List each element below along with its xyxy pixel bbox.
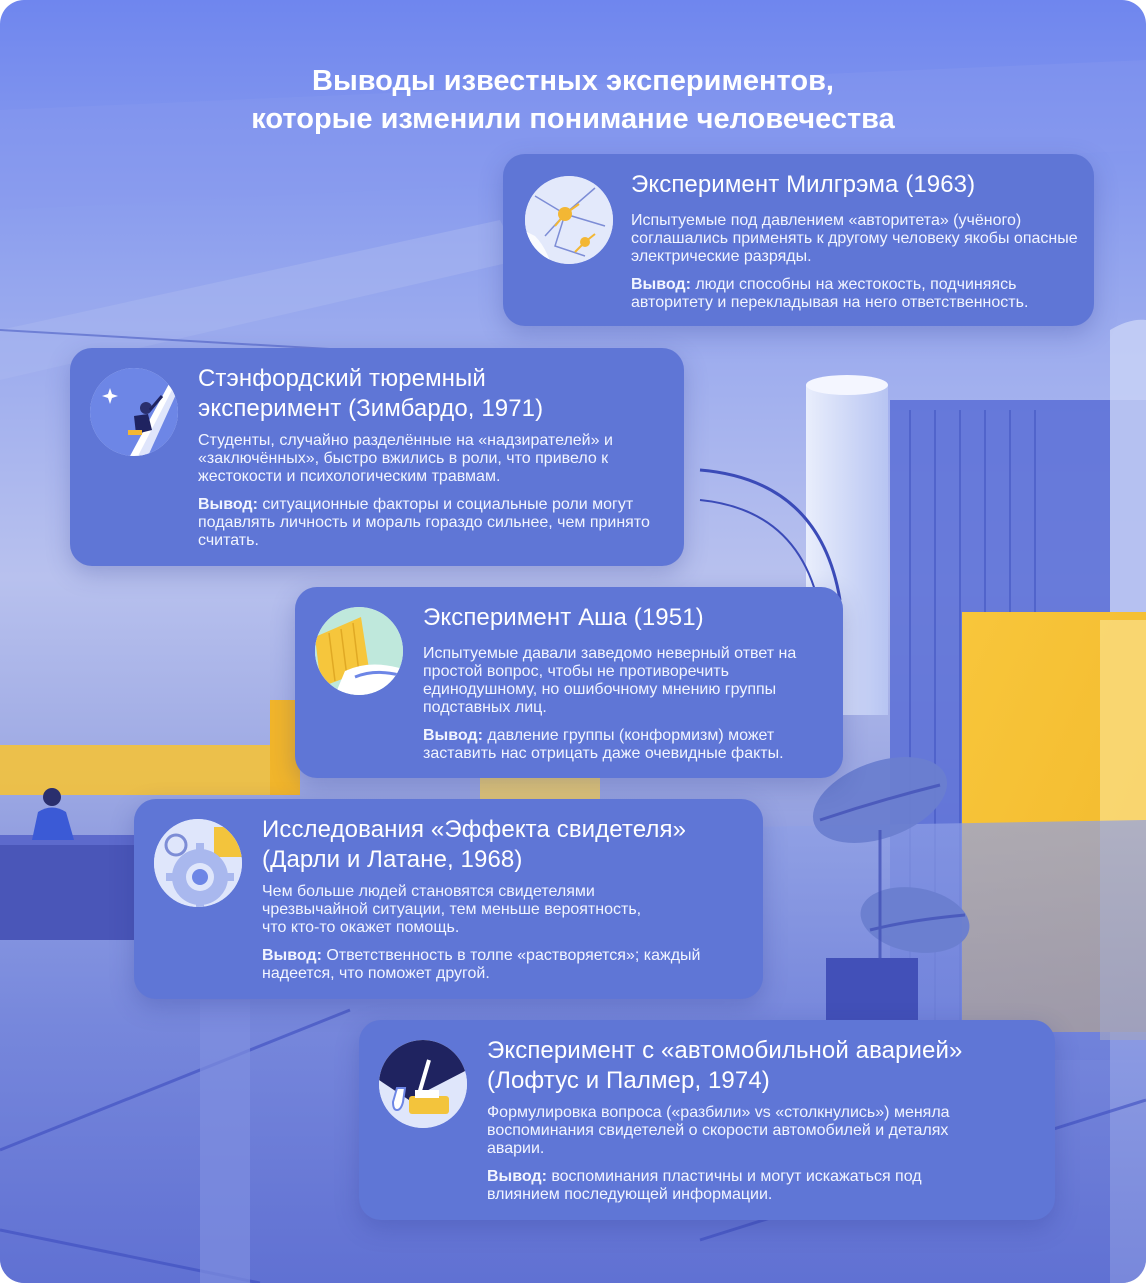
card-title: Эксперимент с «автомобильной аварией» (Лофтус и Палмер, 1974) [487,1037,963,1094]
lab-experiment-icon [379,1040,467,1128]
conclusion-text: люди способны на жестокость, подчиняясь авторитету и перекладывая на него ответственность. [631,276,1029,311]
open-book-icon [315,607,403,695]
card-title: Исследования «Эффекта свидетеля» (Дарли и Латане, 1968) [262,816,687,873]
experiment-card-bystander [134,799,763,999]
card-description: Студенты, случайно разделённые на «надзирателей» и «заключённых», быстро вжились в роли, что привело к жестокости и психологическим травмам. [198,432,613,485]
card-description: Чем больше людей становятся свидетелями чрезвычайной ситуации, тем меньше вероятность, что кто-то окажет помощь. [262,883,642,936]
conclusion-label: Вывод: [487,1168,547,1185]
card-title: Стэнфордский тюремный эксперимент (Зимбардо, 1971) [198,365,544,422]
conclusion-text: давление группы (конформизм) может заставить нас отрицать даже очевидные факты. [423,727,784,762]
gear-icon [154,819,242,907]
conclusion-label: Вывод: [262,947,322,964]
page-title-line1: Выводы известных экспериментов, [312,65,834,97]
page-title-line2: которые изменили понимание человечества [251,103,895,135]
card-conclusion [487,1168,957,1204]
card-conclusion [423,727,833,763]
card-conclusion [631,276,1079,312]
card-description: Формулировка вопроса («разбили» vs «столкнулись») меняла воспоминания свидетелей о скорости автомобилей и деталях аварии. [487,1104,950,1157]
conclusion-text: воспоминания пластичны и могут искажаться под влиянием последующей информации. [487,1168,922,1203]
conclusion-label: Вывод: [631,276,691,293]
conclusion-label: Вывод: [423,727,483,744]
neuron-icon [525,176,613,264]
page-title [0,62,1146,138]
experiment-card-milgram [503,154,1094,326]
card-description: Испытуемые под давлением «авторитета» (учёного) соглашались применять к другому человеку якобы опасные электрические разряды. [631,212,1078,265]
conclusion-text: ситуационные факторы и социальные роли могут подавлять личность и мораль гораздо сильнее, чем принято считать. [198,496,650,549]
card-title: Эксперимент Милгрэма (1963) [631,171,976,198]
conclusion-label: Вывод: [198,496,258,513]
card-conclusion [262,947,702,983]
card-conclusion [198,496,653,550]
conclusion-text: Ответственность в толпе «растворяется»; каждый надеется, что поможет другой. [262,947,701,982]
climbing-person-icon [90,368,178,456]
card-description: Испытуемые давали заведомо неверный ответ на простой вопрос, чтобы не противоречить единодушному, но ошибочному мнению группы подставных лиц. [423,645,797,716]
experiment-card-loftus-palmer [359,1020,1055,1220]
card-title: Эксперимент Аша (1951) [423,604,704,631]
experiment-card-asch [295,587,843,778]
experiment-card-stanford [70,348,684,566]
